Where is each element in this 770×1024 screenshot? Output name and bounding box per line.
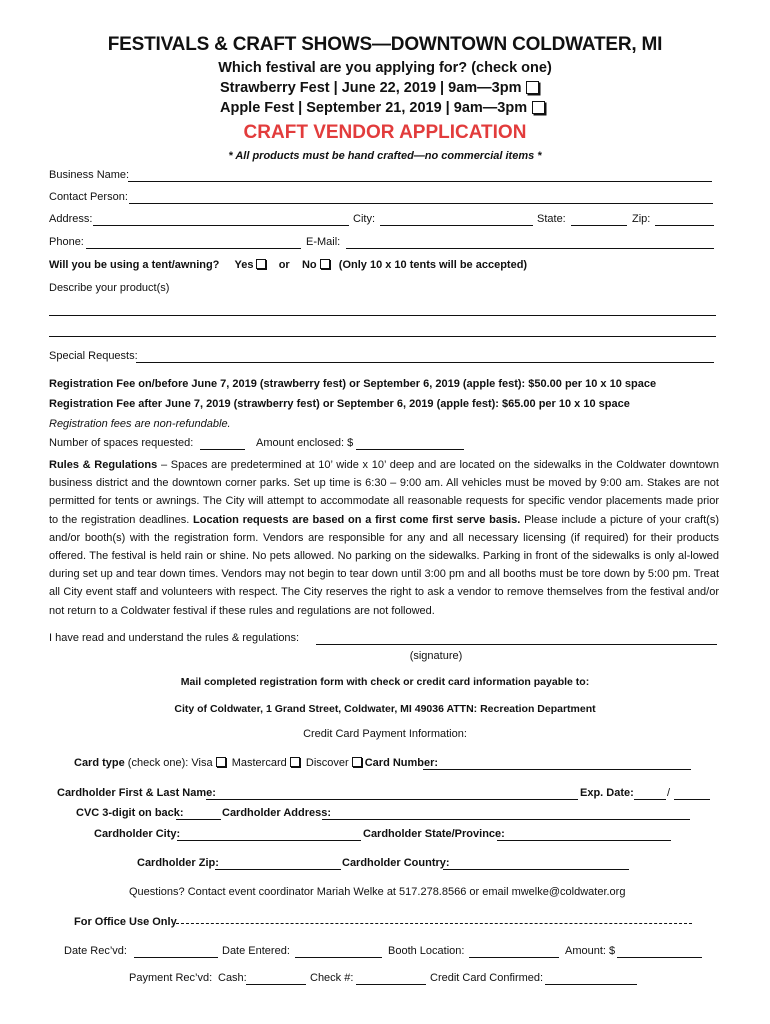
exp-year-field[interactable] xyxy=(674,799,710,800)
phone-field[interactable] xyxy=(86,248,301,249)
tent-yes-checkbox[interactable] xyxy=(256,259,266,269)
payment-recvd-label: Payment Rec’vd: xyxy=(129,972,213,984)
date-entered-label: Date Entered: xyxy=(222,945,290,957)
festival-1-label: Strawberry Fest | June 22, 2019 | 9am—3pm xyxy=(220,80,522,96)
tent-question-row xyxy=(49,259,527,271)
rules-text-2: Please include a picture of your craft(s) and/or booth(s) with the registration form. Vendors are responsible for any and all necessary licensing (if required) for their products offered. The festival is held rain or shine. No pets allowed. No parking on the sidewalks. Parking in front of the sidewalks is only al-lowed during set up and tear down times. Vendors may not begin to tear down until 3:00 pm and all booths must be tore down by 5:00 pm. Treat all City event staff and volunteers with respect. The City reserves the right to ask a vendor to remove themselves from the festival and/or not return to a Coldwater festival if these rules and regulations are not followed. xyxy=(49,513,719,617)
tent-yes-label: Yes xyxy=(234,259,254,271)
fee-early: Registration Fee on/before June 7, 2019 (strawberry fest) or September 6, 2019 (apple fest): $50.00 per 10 x 10 space xyxy=(49,378,657,390)
state-label: State: xyxy=(537,213,566,225)
cc-confirmed-field[interactable] xyxy=(545,984,637,985)
contact-person-field[interactable] xyxy=(129,203,713,204)
office-amount-field[interactable] xyxy=(617,957,702,958)
exp-month-field[interactable] xyxy=(634,799,666,800)
tent-size-note: (Only 10 x 10 tents will be accepted) xyxy=(338,259,528,271)
cvc-field[interactable] xyxy=(176,819,221,820)
state-field[interactable] xyxy=(571,225,627,226)
address-field[interactable] xyxy=(93,225,349,226)
non-refundable-note: Registration fees are non-refundable. xyxy=(49,418,231,430)
holder-zip-label: Cardholder Zip: xyxy=(137,857,219,869)
date-recvd-field[interactable] xyxy=(134,957,218,958)
exp-separator: / xyxy=(667,787,671,799)
holder-name-field[interactable] xyxy=(206,799,578,800)
phone-label: Phone: xyxy=(49,236,84,248)
card-type-note: (check one): Visa xyxy=(124,757,213,769)
holder-address-field[interactable] xyxy=(322,819,690,820)
rules-paragraph xyxy=(49,456,719,620)
application-title: CRAFT VENDOR APPLICATION xyxy=(243,122,527,143)
zip-field[interactable] xyxy=(655,225,714,226)
apple-checkbox[interactable] xyxy=(532,101,545,114)
rules-location-note: Location requests are based on a first come first serve basis. xyxy=(193,513,521,526)
special-requests-label: Special Requests: xyxy=(49,350,138,362)
tent-question: Will you be using a tent/awning? xyxy=(49,259,220,271)
office-amount-label: Amount: $ xyxy=(565,945,616,957)
amount-label: Amount enclosed: $ xyxy=(256,437,354,449)
contact-person-label: Contact Person: xyxy=(49,191,128,203)
describe-label: Describe your product(s) xyxy=(49,282,170,294)
festival-option-strawberry xyxy=(220,80,539,96)
festival-option-apple xyxy=(220,100,545,116)
city-field[interactable] xyxy=(380,225,533,226)
cc-confirmed-label: Credit Card Confirmed: xyxy=(430,972,544,984)
check-field[interactable] xyxy=(356,984,426,985)
office-use-divider xyxy=(176,923,692,924)
card-type-row xyxy=(74,757,438,769)
tent-or-label: or xyxy=(278,259,290,271)
date-recvd-label: Date Rec’vd: xyxy=(64,945,127,957)
mail-address: City of Coldwater, 1 Grand Street, Coldwater, MI 49036 ATTN: Recreation Department xyxy=(174,703,596,715)
contact-info: Questions? Contact event coordinator Mariah Welke at 517.278.8566 or email mwelke@coldwater.org xyxy=(129,886,626,898)
holder-city-label: Cardholder City: xyxy=(94,828,181,840)
card-number-field[interactable] xyxy=(423,769,691,770)
visa-checkbox[interactable] xyxy=(216,757,226,767)
spaces-field[interactable] xyxy=(200,449,245,450)
office-use-heading: For Office Use Only xyxy=(74,916,177,928)
booth-location-label: Booth Location: xyxy=(388,945,465,957)
exp-date-label: Exp. Date: xyxy=(580,787,634,799)
discover-label: Discover xyxy=(305,757,349,769)
mastercard-checkbox[interactable] xyxy=(290,757,300,767)
signature-caption: (signature) xyxy=(409,650,463,662)
email-label: E-Mail: xyxy=(306,236,341,248)
strawberry-checkbox[interactable] xyxy=(526,81,539,94)
booth-location-field[interactable] xyxy=(469,957,559,958)
rules-heading: Rules & Regulations xyxy=(49,459,158,471)
describe-line-2[interactable] xyxy=(49,336,716,337)
holder-country-field[interactable] xyxy=(443,869,629,870)
holder-state-label: Cardholder State/Province: xyxy=(363,828,505,840)
signature-field[interactable] xyxy=(316,644,717,645)
cvc-label: CVC 3-digit on back: xyxy=(76,807,184,819)
card-number-label: Card Number: xyxy=(364,757,439,769)
signature-label: I have read and understand the rules & regulations: xyxy=(49,632,300,644)
date-entered-field[interactable] xyxy=(295,957,382,958)
festival-2-label: Apple Fest | September 21, 2019 | 9am—3pm xyxy=(220,100,528,116)
fee-late: Registration Fee after June 7, 2019 (strawberry fest) or September 6, 2019 (apple fest): $65.00 per 10 x 10 space xyxy=(49,398,630,410)
festival-question: Which festival are you applying for? (check one) xyxy=(218,60,552,76)
amount-field[interactable] xyxy=(356,449,464,450)
card-type-label: Card type xyxy=(74,757,125,769)
holder-country-label: Cardholder Country: xyxy=(342,857,450,869)
tent-no-label: No xyxy=(301,259,317,271)
mastercard-label: Mastercard xyxy=(231,757,287,769)
holder-zip-field[interactable] xyxy=(215,869,341,870)
city-label: City: xyxy=(353,213,375,225)
holder-name-label: Cardholder First & Last Name: xyxy=(57,787,216,799)
business-name-label: Business Name: xyxy=(49,169,130,181)
business-name-field[interactable] xyxy=(128,181,712,182)
handcrafted-note: * All products must be hand crafted—no commercial items * xyxy=(228,150,542,162)
mail-instructions: Mail completed registration form with check or credit card information payable to: xyxy=(180,676,590,688)
rules-text-1: – Spaces are predetermined at 10’ wide x 10’ deep and are located on the sidewalks in the Coldwater downtown business district and the downtown corner parks. Set up time is 6:30 – 9:00 am. All vehicles must be moved by 9:00 am. Stakes are not permitted for tents or awnings. The City will attempt to accommodate all reasonable requests for specific vendor placements made prior to the registration deadlines. xyxy=(49,459,719,526)
tent-no-checkbox[interactable] xyxy=(320,259,330,269)
check-label: Check #: xyxy=(310,972,354,984)
zip-label: Zip: xyxy=(632,213,651,225)
email-field[interactable] xyxy=(346,248,714,249)
cc-heading: Credit Card Payment Information: xyxy=(303,728,467,740)
holder-address-label: Cardholder Address: xyxy=(222,807,332,819)
form-title: FESTIVALS & CRAFT SHOWS—DOWNTOWN COLDWATER, MI xyxy=(107,34,663,55)
describe-line-1[interactable] xyxy=(49,315,716,316)
cash-field[interactable] xyxy=(246,984,306,985)
special-requests-field[interactable] xyxy=(136,362,714,363)
holder-city-field[interactable] xyxy=(177,840,361,841)
discover-checkbox[interactable] xyxy=(352,757,362,767)
cash-label: Cash: xyxy=(218,972,247,984)
holder-state-field[interactable] xyxy=(497,840,671,841)
address-label: Address: xyxy=(49,213,93,225)
spaces-label: Number of spaces requested: xyxy=(49,437,194,449)
